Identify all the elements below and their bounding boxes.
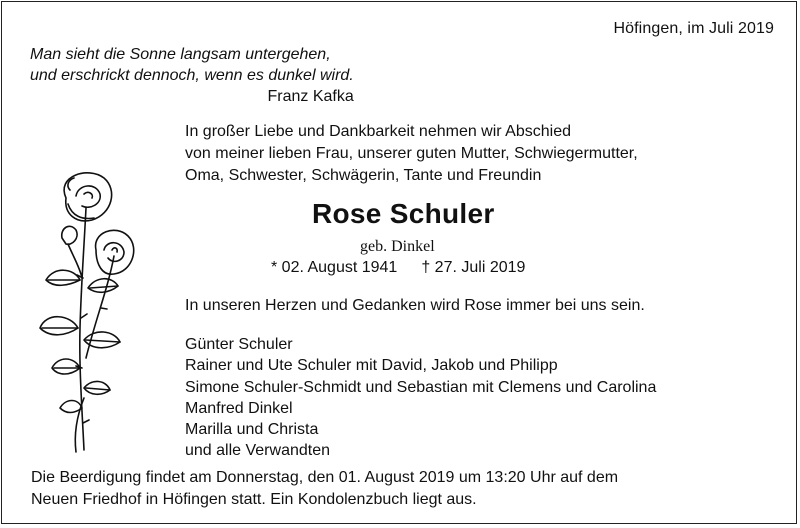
intro-line: Oma, Schwester, Schwägerin, Tante und Freundin <box>185 167 542 184</box>
birth-name: geb. Dinkel <box>360 238 435 255</box>
mourner-line: und alle Verwandten <box>185 442 330 460</box>
obituary-notice <box>1 1 797 524</box>
funeral-line: Die Beerdigung findet am Donnerstag, den 01. August 2019 um 13:20 Uhr auf dem <box>31 469 619 486</box>
rose-illustration-icon <box>26 168 142 458</box>
mourners-list <box>185 334 656 462</box>
funeral-line: Neuen Friedhof in Höfingen statt. Ein Kondolenzbuch liegt aus. <box>31 491 477 508</box>
intro-line: In großer Liebe und Dankbarkeit nehmen wir Abschied <box>185 123 571 140</box>
intro-text <box>185 121 638 187</box>
mourner-line: Günter Schuler <box>185 336 293 353</box>
sentiment-text: In unseren Herzen und Gedanken wird Rose immer bei uns sein. <box>185 297 645 314</box>
intro-line: von meiner lieben Frau, unserer guten Mutter, Schwiegermutter, <box>185 145 638 162</box>
funeral-info <box>31 467 618 511</box>
mourner-line: Manfred Dinkel <box>185 399 293 417</box>
life-dates <box>271 259 525 277</box>
mourner-line: Rainer und Ute Schuler mit David, Jakob und Philipp <box>185 357 558 375</box>
place-date: Höfingen, im Juli 2019 <box>613 20 774 37</box>
quote-block <box>30 44 354 107</box>
quote-line: Man sieht die Sonne langsam untergehen, <box>30 46 331 63</box>
mourner-line: Simone Schuler-Schmidt und Sebastian mit Clemens und Carolina <box>185 378 657 396</box>
death-date: † 27. Juli 2019 <box>421 259 526 276</box>
quote-line: und erschrickt dennoch, wenn es dunkel wird. <box>30 67 354 84</box>
birth-date: * 02. August 1941 <box>271 259 398 276</box>
quote-author: Franz Kafka <box>267 88 354 105</box>
deceased-name: Rose Schuler <box>312 198 495 229</box>
mourner-line: Marilla und Christa <box>185 421 319 439</box>
